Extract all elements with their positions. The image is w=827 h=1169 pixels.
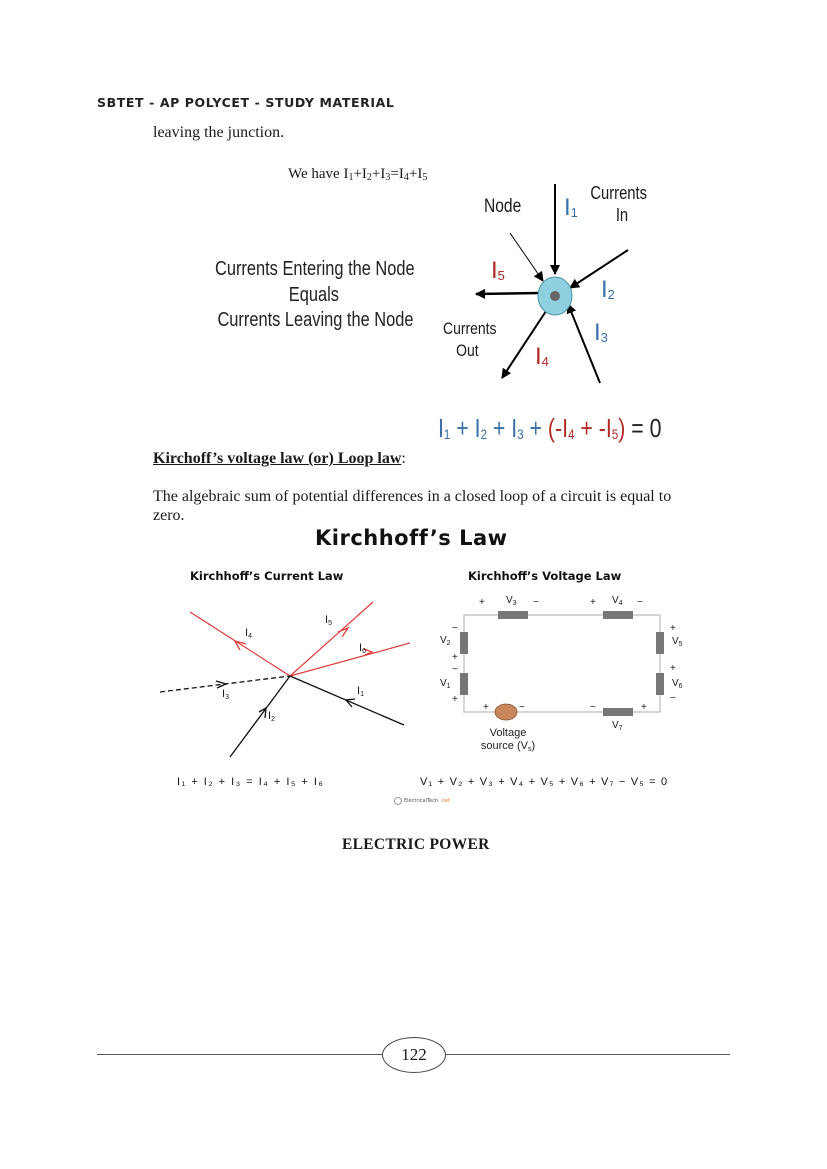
kvl-label-v5: $V_5$: [672, 636, 683, 648]
resistor-v7: [603, 708, 633, 716]
kvl-sign-v2-plus: +: [452, 652, 458, 663]
resistor-v2: [460, 632, 468, 654]
node-statement: [215, 257, 415, 334]
kvl-label-v2: $V_2$: [440, 635, 451, 647]
label-i2: $I_2$: [601, 276, 615, 303]
currents-out-label: Currents Out: [443, 319, 497, 360]
kvl-heading: Kirchoff’s voltage law (or) Loop law:: [153, 450, 406, 467]
kvl-sign-vs-plus: +: [483, 702, 489, 713]
node-dot: [550, 291, 560, 301]
current-arrow-i5: [476, 293, 540, 294]
kvl-equation: V₁ + V₂ + V₃ + V₄ + V₅ + V₆ + V₇ − V₅ = 0: [420, 776, 669, 788]
footer-rule-right: [444, 1054, 730, 1055]
kcl-label-i1: $I_1$: [357, 685, 364, 698]
kvl-sign-vs-minus: −: [519, 702, 525, 713]
kcl-label-i2: $I_2$: [268, 710, 275, 723]
watermark-icon: [394, 797, 402, 805]
kvl-sign-v3-plus: +: [479, 597, 485, 608]
circuit-loop: [464, 615, 660, 712]
page-number: 122: [382, 1037, 446, 1073]
kvl-label-v6: $V_6$: [672, 678, 683, 690]
kvl-label-v3: $V_3$: [506, 595, 517, 607]
kvl-sign-v5-plus: +: [670, 623, 676, 634]
node-statement-line2: Equals: [288, 283, 339, 306]
kcl-equation-text: [288, 166, 427, 183]
kvl-sign-v6-minus: −: [670, 693, 676, 704]
label-i3: $I_3$: [594, 319, 608, 346]
watermark-logo: ElectricalTech .net: [394, 797, 450, 805]
figure-title: Kirchhoff’s Law: [315, 526, 508, 550]
we-have-label: We have: [288, 166, 340, 182]
kvl-sign-v3-minus: −: [533, 597, 539, 608]
voltage-source: [495, 704, 517, 720]
node-equation: $I_1 + I_2 + I_3 + (-I_4 + -I_5) = 0$: [438, 413, 662, 443]
resistor-v1: [460, 673, 468, 695]
kcl-line-i2: [230, 676, 290, 757]
kvl-label-v7: $V_7$: [612, 720, 623, 732]
kvl-sign-v4-plus: +: [590, 597, 596, 608]
label-i4: $I_4$: [535, 343, 549, 370]
continuation-text: leaving the junction.: [153, 124, 285, 141]
kcl-label-i3: $I_3$: [222, 688, 229, 701]
kcl-label-i4: $I_4$: [245, 627, 252, 640]
node-pointer-arrow: [510, 233, 543, 281]
resistor-v5: [656, 632, 664, 654]
kcl-label-i5: $I_5$: [325, 614, 332, 627]
resistor-v6: [656, 673, 664, 695]
kcl-label-i6: $I_6$: [359, 642, 366, 655]
kvl-sign-v7-plus: +: [641, 702, 647, 713]
voltage-source-label: Voltage source $(V_s)$: [480, 727, 536, 753]
kvl-definition: The algebraic sum of potential differences in a closed loop of a circuit is equal to zero.: [153, 488, 672, 524]
current-arrow-i2: [570, 250, 628, 288]
label-i1: $I_1$: [564, 194, 578, 221]
kvl-label-v1: $V_1$: [440, 678, 451, 690]
kvl-sign-v1-minus: −: [452, 664, 458, 675]
node-statement-line1: Currents Entering the Node: [215, 258, 415, 280]
kcl-equation: I₁ + I₂ + I₃ = I₄ + I₅ + I₆: [177, 776, 325, 788]
label-i5: $I_5$: [491, 257, 505, 284]
kvl-sign-v1-plus: +: [452, 694, 458, 705]
node-statement-line3: Currents Leaving the Node: [217, 309, 414, 331]
currents-in-label: Currents In: [590, 183, 648, 225]
resistor-v4: [603, 611, 633, 619]
equation: $I_1+I_2+I_3=I_4+I_5$: [343, 166, 428, 183]
resistor-v3: [498, 611, 528, 619]
kcl-diagram: [160, 590, 410, 765]
node-label: Node: [484, 196, 522, 217]
kcl-line-i4: [190, 612, 290, 676]
kvl-sign-v4-minus: −: [637, 597, 643, 608]
section-title: ELECTRIC POWER: [342, 836, 490, 853]
page-header: SBTET - AP POLYCET - STUDY MATERIAL: [97, 95, 395, 110]
kvl-title: Kirchhoff’s Voltage Law: [468, 569, 622, 583]
kvl-label-v4: $V_4$: [612, 595, 623, 607]
footer-rule-left: [97, 1054, 383, 1055]
kvl-sign-v7-minus: −: [590, 702, 596, 713]
kvl-sign-v2-minus: −: [452, 623, 458, 634]
kvl-sign-v6-plus: +: [670, 663, 676, 674]
kcl-title: Kirchhoff’s Current Law: [190, 569, 344, 583]
